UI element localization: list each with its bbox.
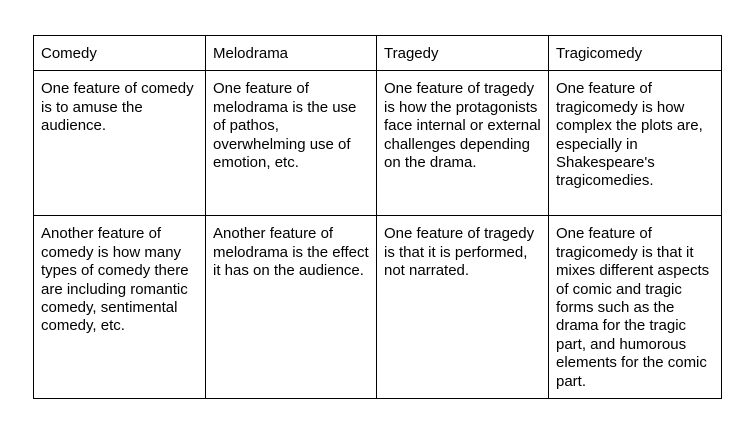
cell-comedy-2: Another feature of comedy is how many types of comedy there are including romantic comedy, sentimental comedy, etc. xyxy=(34,216,206,399)
genre-features-table xyxy=(33,35,722,399)
cell-tragicomedy-2: One feature of tragicomedy is that it mixes different aspects of comic and tragic forms such as the drama for the tragic part, and humorous elements for the comic part. xyxy=(549,216,722,399)
cell-comedy-1: One feature of comedy is to amuse the audience. xyxy=(34,71,206,216)
cell-tragedy-2: One feature of tragedy is that it is performed, not narrated. xyxy=(377,216,549,399)
cell-tragedy-1: One feature of tragedy is how the protagonists face internal or external challenges depending on the drama. xyxy=(377,71,549,216)
header-row xyxy=(34,36,722,71)
header-tragedy: Tragedy xyxy=(377,36,549,71)
cell-melodrama-2: Another feature of melodrama is the effect it has on the audience. xyxy=(206,216,377,399)
cell-tragicomedy-1: One feature of tragicomedy is how complex the plots are, especially in Shakespeare's tragicomedies. xyxy=(549,71,722,216)
table-row xyxy=(34,216,722,399)
header-melodrama: Melodrama xyxy=(206,36,377,71)
header-tragicomedy: Tragicomedy xyxy=(549,36,722,71)
cell-melodrama-1: One feature of melodrama is the use of pathos, overwhelming use of emotion, etc. xyxy=(206,71,377,216)
header-comedy: Comedy xyxy=(34,36,206,71)
table-row xyxy=(34,71,722,216)
